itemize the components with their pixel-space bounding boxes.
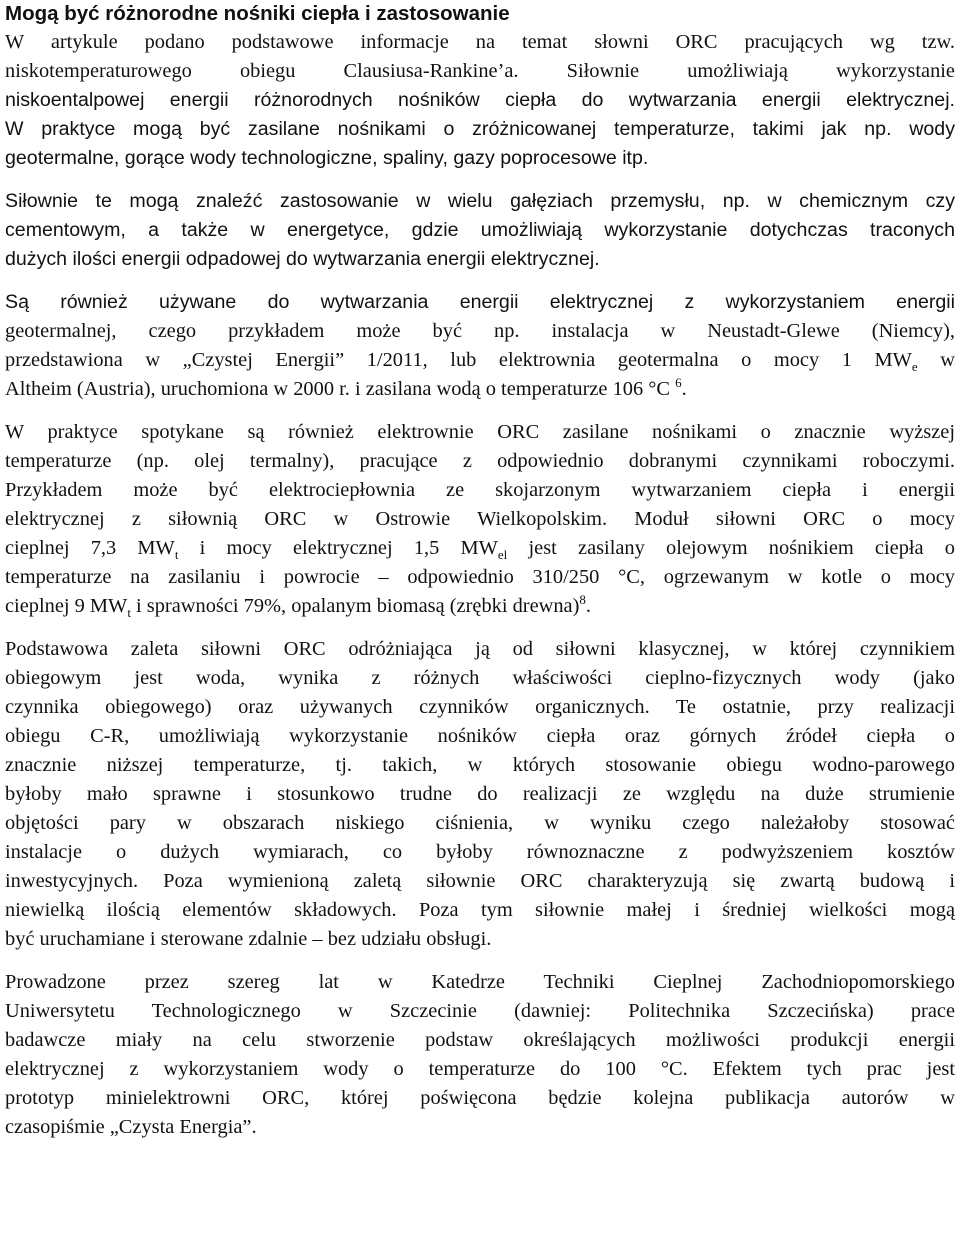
text-line: W praktyce mogą być zasilane nośnikami o zróżnicowanej temperaturze, takimi jak np. wody bbox=[5, 118, 955, 140]
subscript: t bbox=[174, 547, 179, 563]
text-line: obiegu C-R, umożliwiają wykorzystanie nośników ciepła oraz górnych źródeł ciepła o bbox=[5, 725, 955, 747]
text-line: dużych ilości energii odpadowej do wytwarzania energii elektrycznej. bbox=[5, 248, 600, 270]
text-line: byłoby mało sprawne i stosunkowo trudne do realizacji ze względu na duże strumienie bbox=[5, 783, 955, 805]
text-line: inwestycyjnych. Poza wymienioną zaletą siłownie ORC charakteryzują się zwartą budową i bbox=[5, 870, 955, 892]
text-line: prototyp minielektrowni ORC, której poświęcona będzie kolejna publikacja autorów w bbox=[5, 1087, 955, 1109]
footnote-ref: 6 bbox=[675, 375, 682, 391]
paragraph-3 bbox=[5, 288, 955, 404]
subscript: e bbox=[911, 359, 918, 375]
paragraph-5 bbox=[5, 635, 955, 954]
text-line: cementowym, a także w energetyce, gdzie umożliwiają wykorzystanie dotychczas traconych bbox=[5, 219, 955, 241]
article-body bbox=[5, 28, 955, 1142]
subscript: el bbox=[497, 547, 508, 563]
text-line: instalacje o dużych wymiarach, co byłoby równoznaczne z podwyższeniem kosztów bbox=[5, 841, 955, 863]
text-line: temperaturze na zasilaniu i powrocie – odpowiednio 310/250 °C, ogrzewanym w kotle o mocy bbox=[5, 566, 955, 588]
paragraph-4 bbox=[5, 418, 955, 621]
text-line: geotermalnej, czego przykładem może być np. instalacja w Neustadt-Glewe (Niemcy), bbox=[5, 320, 955, 342]
text-line: temperaturze (np. olej termalny), pracujące z odpowiednio dobranymi czynnikami roboczymi. bbox=[5, 450, 955, 472]
text-line: badawcze miały na celu stworzenie podstaw określających możliwości produkcji energii bbox=[5, 1029, 955, 1051]
text-line: elektrycznej z wykorzystaniem wody o temperaturze do 100 °C. Efektem tych prac jest bbox=[5, 1058, 955, 1080]
paragraph-6 bbox=[5, 968, 955, 1142]
text-line: Są również używane do wytwarzania energii elektrycznej z wykorzystaniem energii bbox=[5, 291, 955, 313]
footnote-ref: 8 bbox=[579, 592, 586, 608]
text-line: Podstawowa zaleta siłowni ORC odróżniająca ją od siłowni klasycznej, w której czynnikiem bbox=[5, 638, 955, 660]
text-line: elektrycznej z siłownią ORC w Ostrowie Wielkopolskim. Moduł siłowni ORC o mocy bbox=[5, 508, 955, 530]
text-line: cieplnej 9 $MW_t$ i sprawności 79%, opalanym biomasą (zrębki drewna)$^8$. bbox=[5, 592, 592, 621]
text-line: Uniwersytetu Technologicznego w Szczecinie (dawniej: Politechnika Szczecińska) prace bbox=[5, 1000, 955, 1022]
text-line: być uruchamiane i sterowane zdalnie – bez udziału obsługi. bbox=[5, 928, 492, 950]
text-line: czynnika obiegowego) oraz używanych czynników organicznych. Te ostatnie, przy realizacji bbox=[5, 696, 955, 718]
text-line: cieplnej 7,3 $MW_t$ i mocy elektrycznej 1,5 $MW_{el}$ jest zasilany olejowym nośnikiem ciepła o bbox=[5, 537, 956, 563]
text-line: objętości pary w obszarach niskiego ciśnienia, w wyniku czego należałoby stosować bbox=[5, 812, 955, 834]
text-line: Altheim (Austria), uruchomiona w 2000 r. i zasilana wodą o temperaturze 106 °C $^6$. bbox=[5, 375, 687, 400]
text-line: W praktyce spotykane są również elektrownie ORC zasilane nośnikami o znacznie wyższej bbox=[5, 421, 955, 443]
text-line: W artykule podano podstawowe informacje na temat słowni ORC pracujących wg tzw. bbox=[5, 31, 955, 53]
text-line: niskotemperaturowego obiegu Clausiusa-Rankine’a. Siłownie umożliwiają wykorzystanie bbox=[5, 60, 955, 82]
text-line: czasopiśmie „Czysta Energia”. bbox=[5, 1116, 257, 1138]
text-line: geotermalne, gorące wody technologiczne, spaliny, gazy poprocesowe itp. bbox=[5, 147, 649, 169]
paragraph-2 bbox=[5, 187, 955, 274]
text-line: niewielką ilością elementów składowych. Poza tym siłownie małej i średniej wielkości mogą bbox=[5, 899, 955, 921]
text-line: niskoentalpowej energii różnorodnych nośników ciepła do wytwarzania energii elektrycznej. bbox=[5, 89, 955, 111]
subscript: t bbox=[127, 605, 131, 621]
document-page bbox=[5, 0, 955, 1142]
text-line: Prowadzone przez szereg lat w Katedrze Techniki Cieplnej Zachodniopomorskiego bbox=[5, 971, 955, 993]
text-line: obiegowym jest woda, wynika z różnych właściwości cieplno-fizycznych wody (jako bbox=[5, 667, 955, 689]
text-line: Przykładem może być elektrociepłownia ze skojarzonym wytwarzaniem ciepła i energii bbox=[5, 479, 955, 501]
text-line: Siłownie te mogą znaleźć zastosowanie w wielu gałęziach przemysłu, np. w chemicznym czy bbox=[5, 190, 955, 212]
article-heading: Mogą być różnorodne nośniki ciepła i zastosowanie bbox=[5, 2, 510, 25]
text-line: znacznie niższej temperaturze, tj. takich, w których stosowanie obiegu wodno-parowego bbox=[5, 754, 955, 776]
paragraph-1 bbox=[5, 28, 955, 173]
text-line: przedstawiona w „Czystej Energii” 1/2011, lub elektrownia geotermalna o mocy 1 $MW_e$ w bbox=[5, 349, 955, 375]
